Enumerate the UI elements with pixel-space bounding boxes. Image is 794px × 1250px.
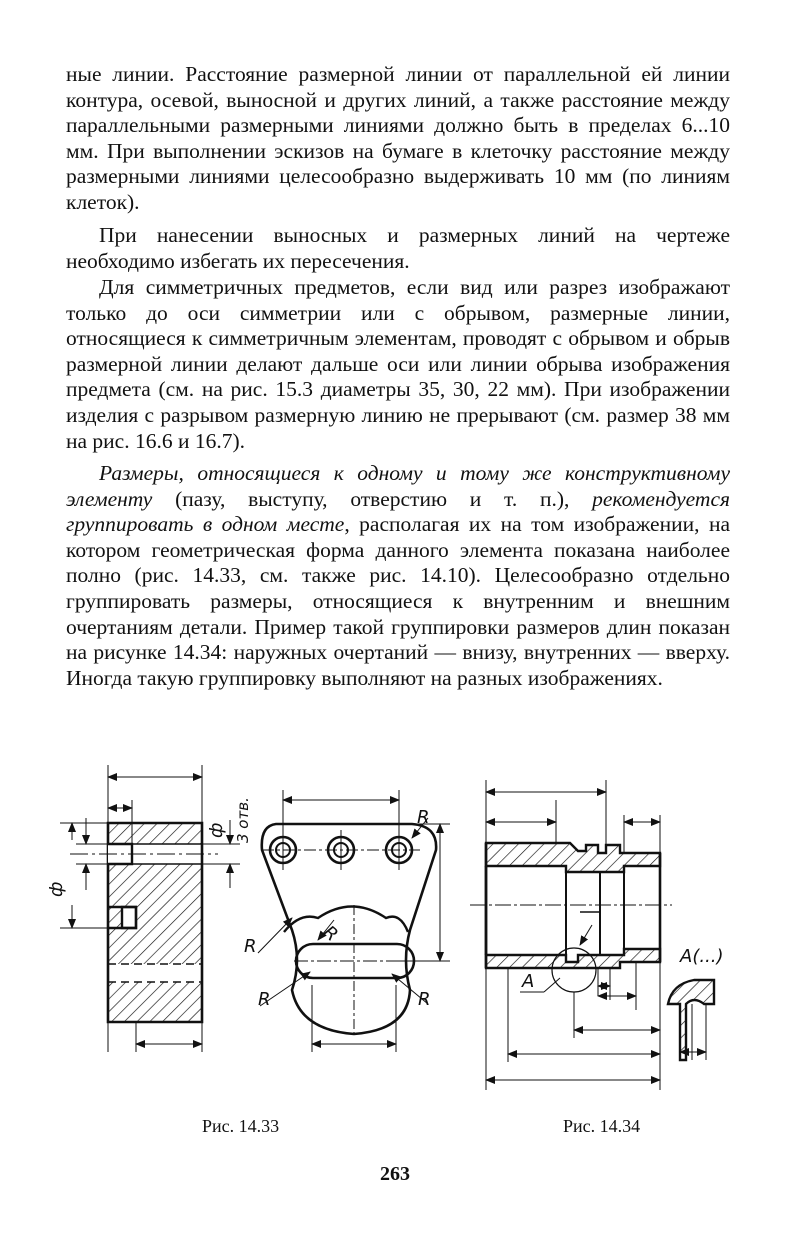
radius-label-left: R [244,936,257,957]
figure-caption-14-33: Рис. 14.33 [202,1116,280,1136]
plain-phrase-1: (пазу, выступу, отверстию и т. п.), [152,486,593,511]
radius-label-bottom-right: R [418,989,431,1010]
paragraph-2-text: При нанесении выносных и размерных линий на чертеже необходимо избегать их пересечения. [66,223,730,273]
fig1-side-section [60,765,240,1052]
fig2-detail-a [668,980,714,1060]
phi-label-mid: ф [206,822,227,838]
figure-caption-14-34: Рис. 14.34 [563,1116,641,1136]
radius-label-bottom-left: R [258,989,271,1010]
page-number: 263 [380,1163,410,1185]
paragraph-3-text: Для симметричных предметов, если вид или разрез изображают только до оси симметрии или с обрывом, размерные линии, относящиеся к симметричным элементам, проводят с обрывом и обрыв размерной линии делают дальше оси или линии обрыва изображения предмета (см. на рис. 15.3 диаметры 35, 30, 22 мм). При изображении изделия с разрывом размерную линию не прерывают (см. размер 38 мм на рис. 16.6 и 16.7). [66,275,730,453]
holes-count-label: 3 отв. [234,797,252,843]
paragraph-1-text: ные линии. Расстояние размерной линии от параллельной ей линии контура, осевой, выносной и других линий, а также расстояние между параллельными размерными линиями должно быть в пределах 6...10 мм. При выполнении эскизов на бумаге в клеточку расстояние между размерными линиями целесообразно выдерживать 10 мм (по линиям клеток). [66,62,730,214]
italic-phrase-1: Размеры, относящиеся к одному и тому же конструктивному элементу [66,461,730,511]
section-mark-a: A [522,971,535,992]
fig1-front-view [258,790,450,1052]
italic-phrase-2: рекомендуется группировать в одном месте [66,486,730,537]
radius-label-mid: R [318,921,342,946]
radius-label-top: R [417,807,430,828]
phi-label-left: ф [46,881,67,897]
fig2-shaft-section [470,780,672,1090]
detail-a-label: A(...) [680,946,724,967]
plain-phrase-2: , располагая их на том изображении, на котором геометрическая форма данного элемента показана наиболее полно (рис. 14.33, см. также рис. 14.10). Целесообразно отдельно группировать размеры, относящиеся к внутренним и внешним очертаниям детали. Пример такой группировки размеров длин показан на рисунке 14.34: наружных очертаний — внизу, внутренних — вверху. Иногда такую группировку выполняют на разных изображениях. [66,512,730,690]
